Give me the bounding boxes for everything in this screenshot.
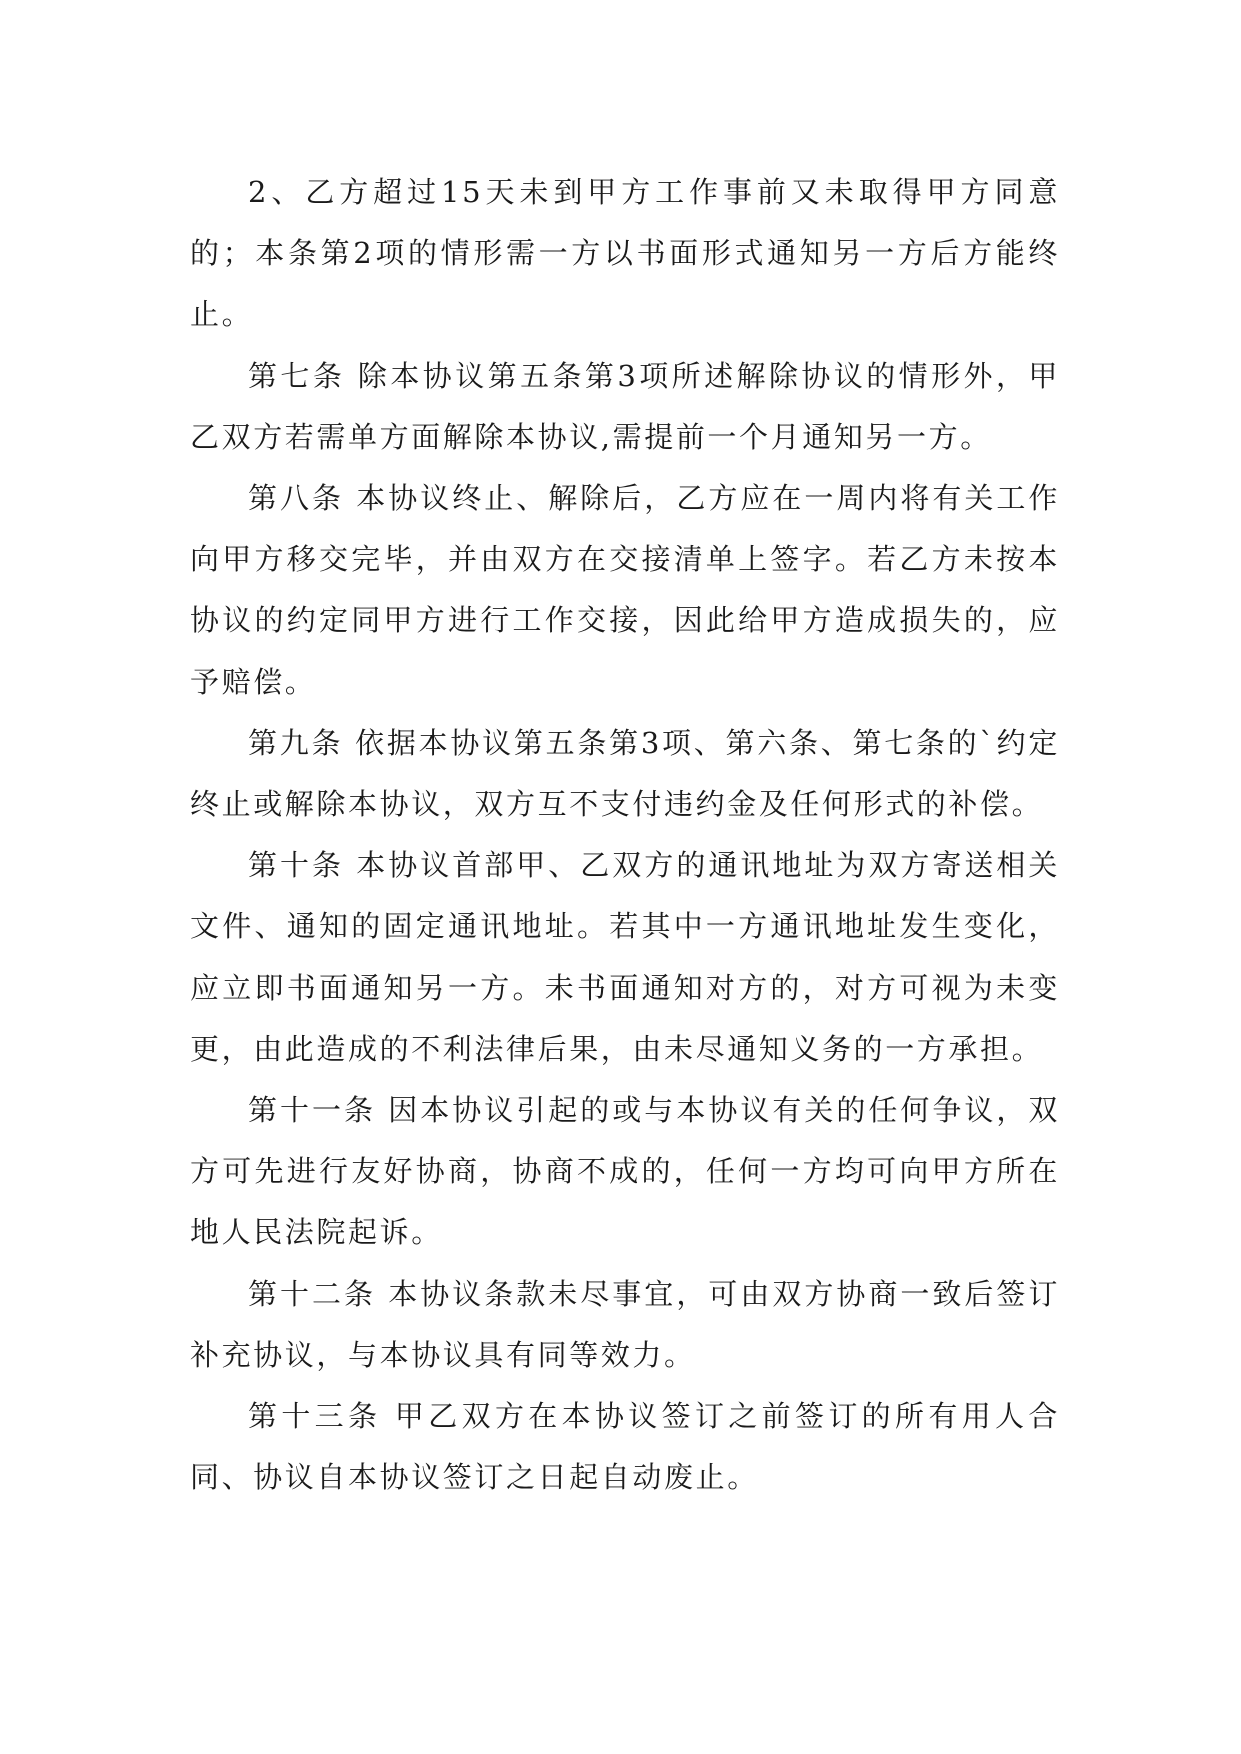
clause-paragraph-article-13: 第十三条 甲乙双方在本协议签订之前签订的所有用人合同、协议自本协议签订之日起自动废止。 xyxy=(190,1399,1060,1495)
document-body xyxy=(190,162,1060,1508)
clause-paragraph-article-9: 第九条 依据本协议第五条第3项、第六条、第七条的`约定终止或解除本协议，双方互不支付违约金及任何形式的补偿。 xyxy=(190,725,1060,822)
clause-paragraph-termination-item-2: 2、乙方超过15天未到甲方工作事前又未取得甲方同意的；本条第2项的情形需一方以书面形式通知另一方后方能终止。 xyxy=(190,175,1060,332)
clause-paragraph-article-10: 第十条 本协议首部甲、乙双方的通讯地址为双方寄送相关文件、通知的固定通讯地址。若其中一方通讯地址发生变化，应立即书面通知另一方。未书面通知对方的，对方可视为未变更，由此造成的不利法律后果，由未尽通知义务的一方承担。 xyxy=(190,848,1060,1066)
clause-paragraph-article-8: 第八条 本协议终止、解除后，乙方应在一周内将有关工作向甲方移交完毕，并由双方在交接清单上签字。若乙方未按本协议的约定同甲方进行工作交接，因此给甲方造成损失的，应予赔偿。 xyxy=(190,481,1060,699)
clause-paragraph-article-7: 第七条 除本协议第五条第3项所述解除协议的情形外，甲乙双方若需单方面解除本协议,需提前一个月通知另一方。 xyxy=(190,358,1060,454)
clause-paragraph-article-12: 第十二条 本协议条款未尽事宜，可由双方协商一致后签订补充协议，与本协议具有同等效力。 xyxy=(190,1276,1060,1372)
clause-paragraph-article-11: 第十一条 因本协议引起的或与本协议有关的任何争议，双方可先进行友好协商，协商不成的，任何一方均可向甲方所在地人民法院起诉。 xyxy=(190,1093,1060,1250)
